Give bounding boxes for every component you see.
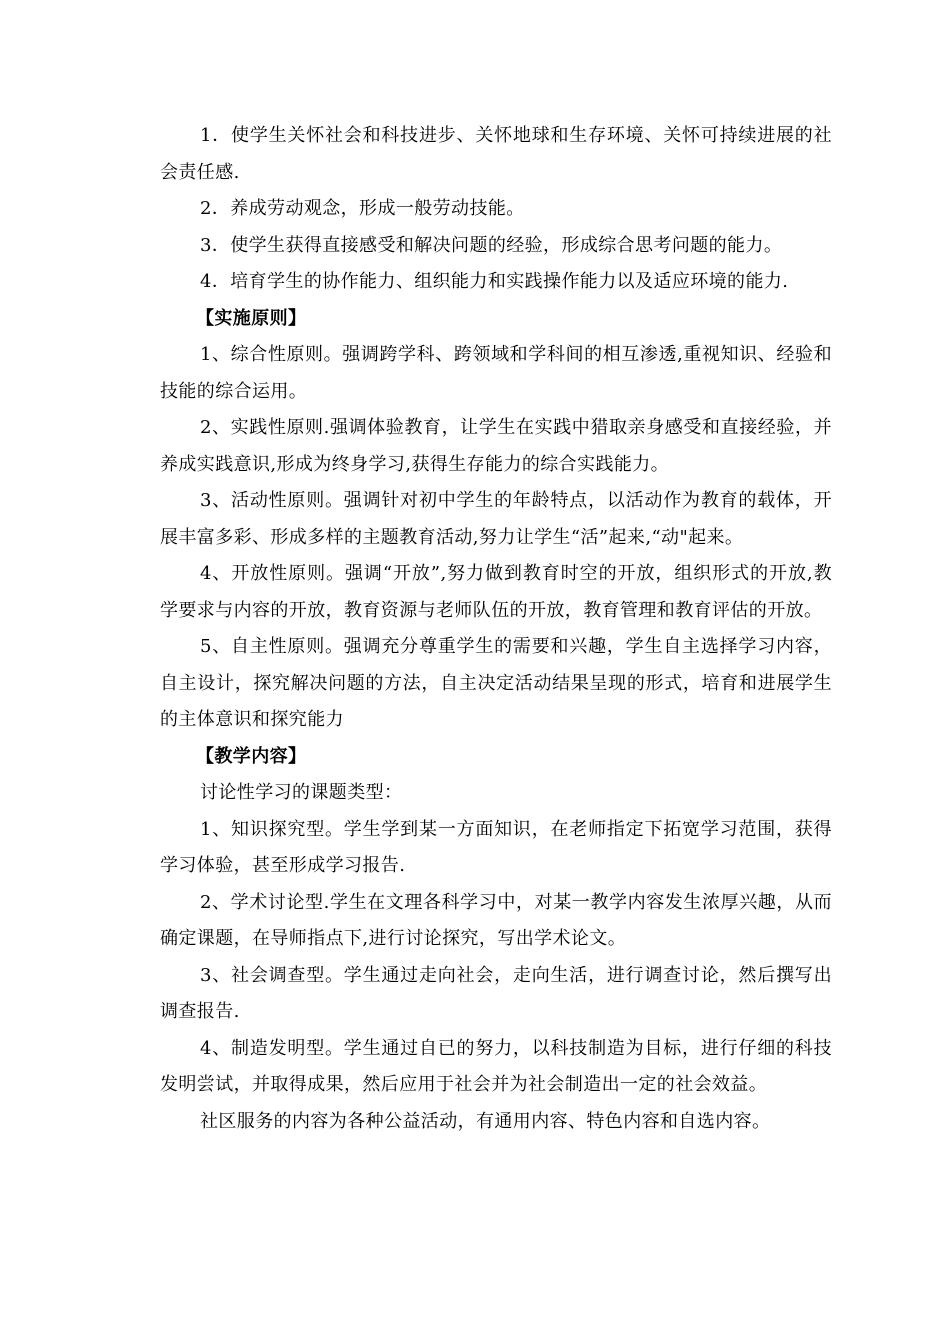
goal-item-3: 3．使学生获得直接感受和解决问题的经验，形成综合思考问题的能力。	[200, 234, 783, 256]
content-intro: 讨论性学习的课题类型：	[200, 782, 403, 803]
principle-item-3: 3、活动性原则。强调针对初中学生的年龄特点，以活动作为教育的载体，开展丰富多彩、形成多样的主题教育活动,努力让学生“活”起来,“动"起来。	[160, 490, 832, 548]
content-item-3: 3、社会调查型。学生通过走向社会，走向生活，进行调查讨论，然后撰写出调查报告.	[160, 964, 832, 1022]
goal-item-2: 2．养成劳动观念，形成一般劳动技能。	[200, 198, 525, 219]
document-page	[160, 118, 832, 1140]
goal-item-1: 1．使学生关怀社会和科技进步、关怀地球和生存环境、关怀可持续进展的社会责任感.	[160, 125, 832, 183]
section-heading-principles: 【实施原则】	[196, 307, 307, 329]
goal-item-4: 4．培育学生的协作能力、组织能力和实践操作能力以及适应环境的能力.	[200, 271, 789, 292]
section-heading-content: 【教学内容】	[196, 745, 307, 767]
content-item-2: 2、学术讨论型.学生在文理各科学习中，对某一教学内容发生浓厚兴趣，从而确定课题，在导师指点下,进行讨论探究，写出学术论文。	[160, 891, 832, 949]
principle-item-2: 2、实践性原则.强调体验教育，让学生在实践中猎取亲身感受和直接经验，并养成实践意识,形成为终身学习,获得生存能力的综合实践能力。	[160, 417, 832, 475]
content-item-1: 1、知识探究型。学生学到某一方面知识，在老师指定下拓宽学习范围，获得学习体验，甚至形成学习报告.	[160, 818, 832, 876]
content-item-4: 4、制造发明型。学生通过自已的努力，以科技制造为目标，进行仔细的科技发明尝试，并取得成果，然后应用于社会并为社会制造出一定的社会效益。	[160, 1037, 832, 1095]
principle-item-1: 1、综合性原则。强调跨学科、跨领域和学科间的相互渗透,重视知识、经验和技能的综合运用。	[160, 344, 832, 402]
principle-item-4: 4、开放性原则。强调“开放”,努力做到教育时空的开放，组织形式的开放,教学要求与内容的开放，教育资源与老师队伍的开放，教育管理和教育评估的开放。	[160, 563, 832, 621]
principle-item-5: 5、自主性原则。强调充分尊重学生的需要和兴趣，学生自主选择学习内容，自主设计，探究解决问题的方法，自主决定活动结果呈现的形式，培育和进展学生的主体意识和探究能力	[160, 636, 832, 730]
community-service-paragraph: 社区服务的内容为各种公益活动，有通用内容、特色内容和自选内容。	[200, 1110, 771, 1132]
